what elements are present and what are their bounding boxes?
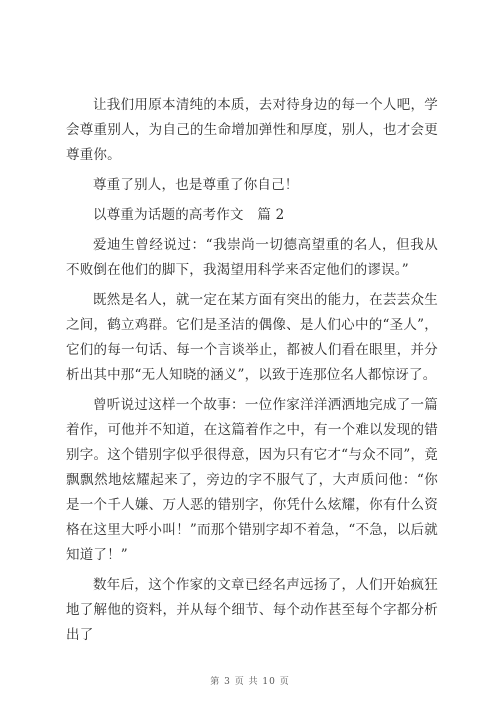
document-body: [66, 93, 438, 653]
paragraph-2: 尊重了别人，也是尊重了你自己！: [93, 177, 299, 193]
paragraph-5: 曾听说过这样一个故事：一位作家洋洋洒洒地完成了一篇着作，可他并不知道，在这篇着作之中，有一个难以发现的错别字。这个错别字似乎很得意，因为只有它才“与众不同”，竟飘飘然地炫耀起来了，旁边的字不服气了，大声质问他：“你是一个千人嫌、万人恶的错别字，你凭什么炫耀，你有什么资格在这里大呼小叫！”而那个错别字却不着急，“不急，以后就知道了！”: [66, 397, 438, 563]
paragraph-4: 既然是名人，就一定在某方面有突出的能力，在芸芸众生之间，鹤立鸡群。它们是圣洁的偶像、是人们心中的“圣人”，它们的每一句话、每一个言谈举止，都被人们看在眼里，并分析出其中那“无人知晓的涵义”，以致于连那位名人都惊讶了。: [66, 292, 438, 383]
paragraph-1: 让我们用原本清纯的本质，去对待身边的每一个人吧，学会尊重别人，为自己的生命增加弹性和厚度，别人，也才会更尊重你。: [66, 97, 438, 163]
paragraph-6: 数年后，这个作家的文章已经名声远扬了，人们开始疯狂地了解他的资料，并从每个细节、每个动作甚至每个字都分析出了: [66, 577, 438, 643]
paragraph-3: 爱迪生曾经说过：“我崇尚一切德高望重的名人，但我从不败倒在他们的脚下，我渴望用科学来否定他们的谬误。”: [66, 237, 438, 278]
section-heading: 以尊重为话题的高考作文 篇 2: [93, 207, 285, 223]
page-footer: 第 3 页 共 10 页: [210, 677, 290, 687]
